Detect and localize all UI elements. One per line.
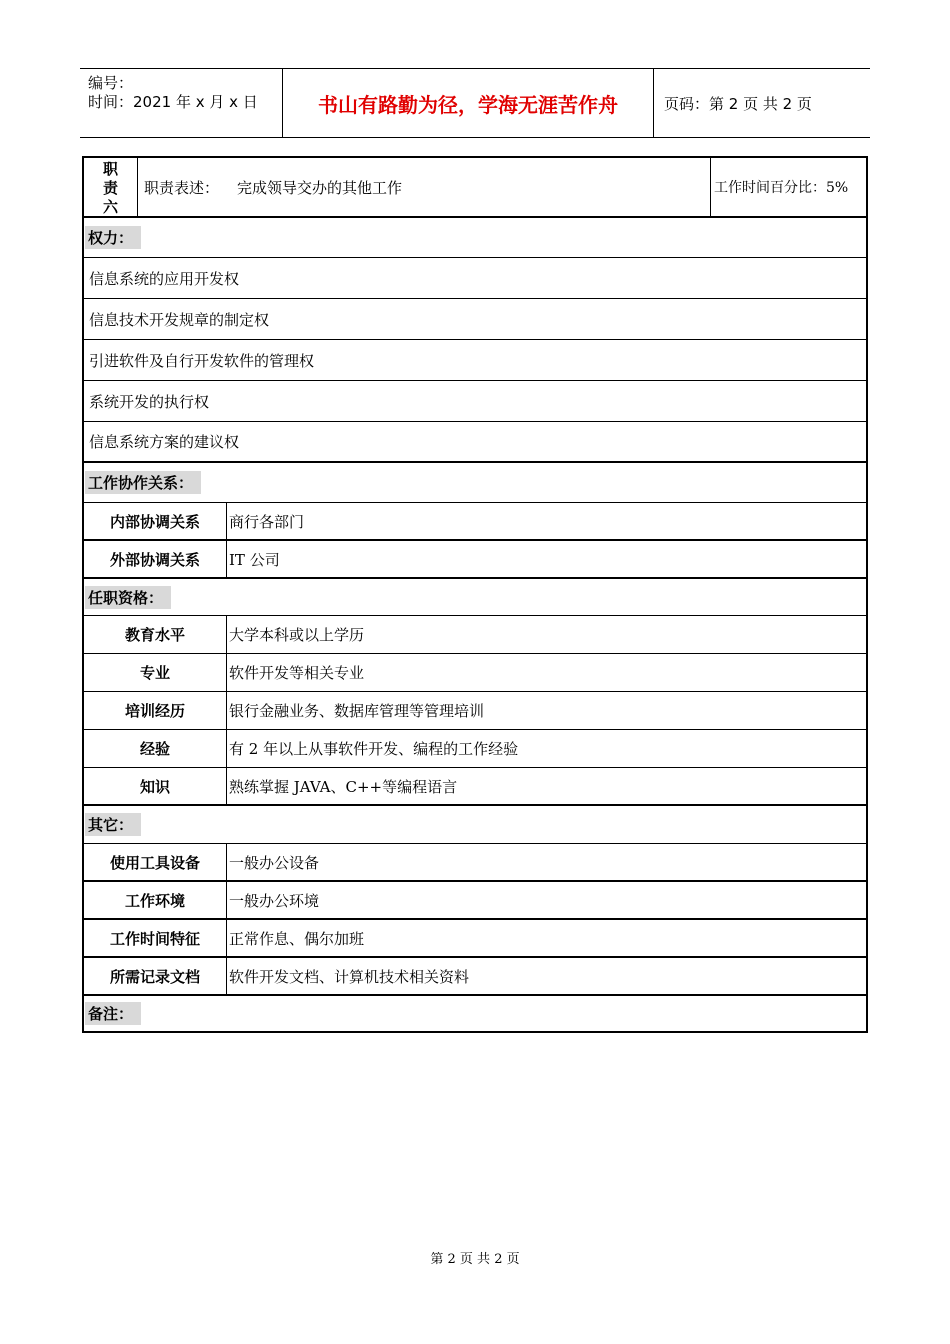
row-key: 培训经历 [84,692,227,729]
job-description-table [82,156,868,1033]
list-item: 信息系统的应用开发权 [84,258,866,299]
table-row [84,541,866,579]
document-header [80,68,870,138]
table-row [84,616,866,654]
row-key: 外部协调关系 [84,541,227,577]
list-item: 信息技术开发规章的制定权 [84,299,866,340]
section-powers [84,218,866,258]
motto: 书山有路勤为径，学海无涯苦作舟 [283,69,654,137]
table-row [84,844,866,882]
row-value: 正常作息、偶尔加班 [229,929,365,948]
duty-row [84,158,866,218]
list-item: 系统开发的执行权 [84,381,866,422]
row-key: 知识 [84,768,227,804]
section-qualifications [84,579,866,616]
duty-label: 职 责 六 [84,158,138,216]
time-label: 时间：2021 年 x 月 x 日 [88,93,258,111]
number-label: 编号： [88,74,134,92]
page-footer: 第 2 页 共 2 页 [430,1252,520,1267]
table-row [84,920,866,958]
row-key: 教育水平 [84,616,227,653]
row-value: 软件开发等相关专业 [229,664,365,682]
row-value: 大学本科或以上学历 [229,626,365,644]
row-key: 专业 [84,654,227,691]
table-row [84,654,866,692]
row-key: 使用工具设备 [84,844,227,880]
duty-time-percent: 工作时间百分比：5% [714,180,849,196]
row-key: 经验 [84,730,227,767]
header-meta [80,69,283,137]
table-row [84,692,866,730]
row-key: 工作时间特征 [84,920,227,956]
duty-description [138,158,711,216]
row-key: 所需记录文档 [84,958,227,994]
list-item: 信息系统方案的建议权 [84,422,866,463]
section-title: 任职资格： [85,586,171,609]
row-value: 银行金融业务、数据库管理等管理培训 [229,702,485,720]
row-value: 有 2 年以上从事软件开发、编程的工作经验 [229,740,519,758]
section-cooperation [84,463,866,503]
table-row [84,882,866,920]
table-row [84,503,866,541]
section-title: 权力： [85,226,141,249]
row-value: IT 公司 [229,550,280,569]
row-value: 熟练掌握 JAVA、C++等编程语言 [229,777,458,796]
list-item: 引进软件及自行开发软件的管理权 [84,340,866,381]
row-value: 一般办公设备 [229,853,320,872]
row-value: 商行各部门 [229,512,305,531]
duty-description-label: 职责表述： [144,178,220,197]
row-key: 工作环境 [84,882,227,918]
duty-description-text: 完成领导交办的其他工作 [237,178,403,197]
row-value: 软件开发文档、计算机技术相关资料 [229,967,470,986]
section-others [84,806,866,844]
section-title: 工作协作关系： [85,471,201,494]
table-row [84,958,866,996]
section-title: 其它： [85,813,141,836]
row-key: 内部协调关系 [84,503,227,539]
section-remarks [84,996,866,1031]
table-row [84,730,866,768]
section-title: 备注： [85,1002,141,1025]
row-value: 一般办公环境 [229,891,320,910]
page-label: 页码：第 2 页 共 2 页 [664,95,812,113]
table-row [84,768,866,806]
